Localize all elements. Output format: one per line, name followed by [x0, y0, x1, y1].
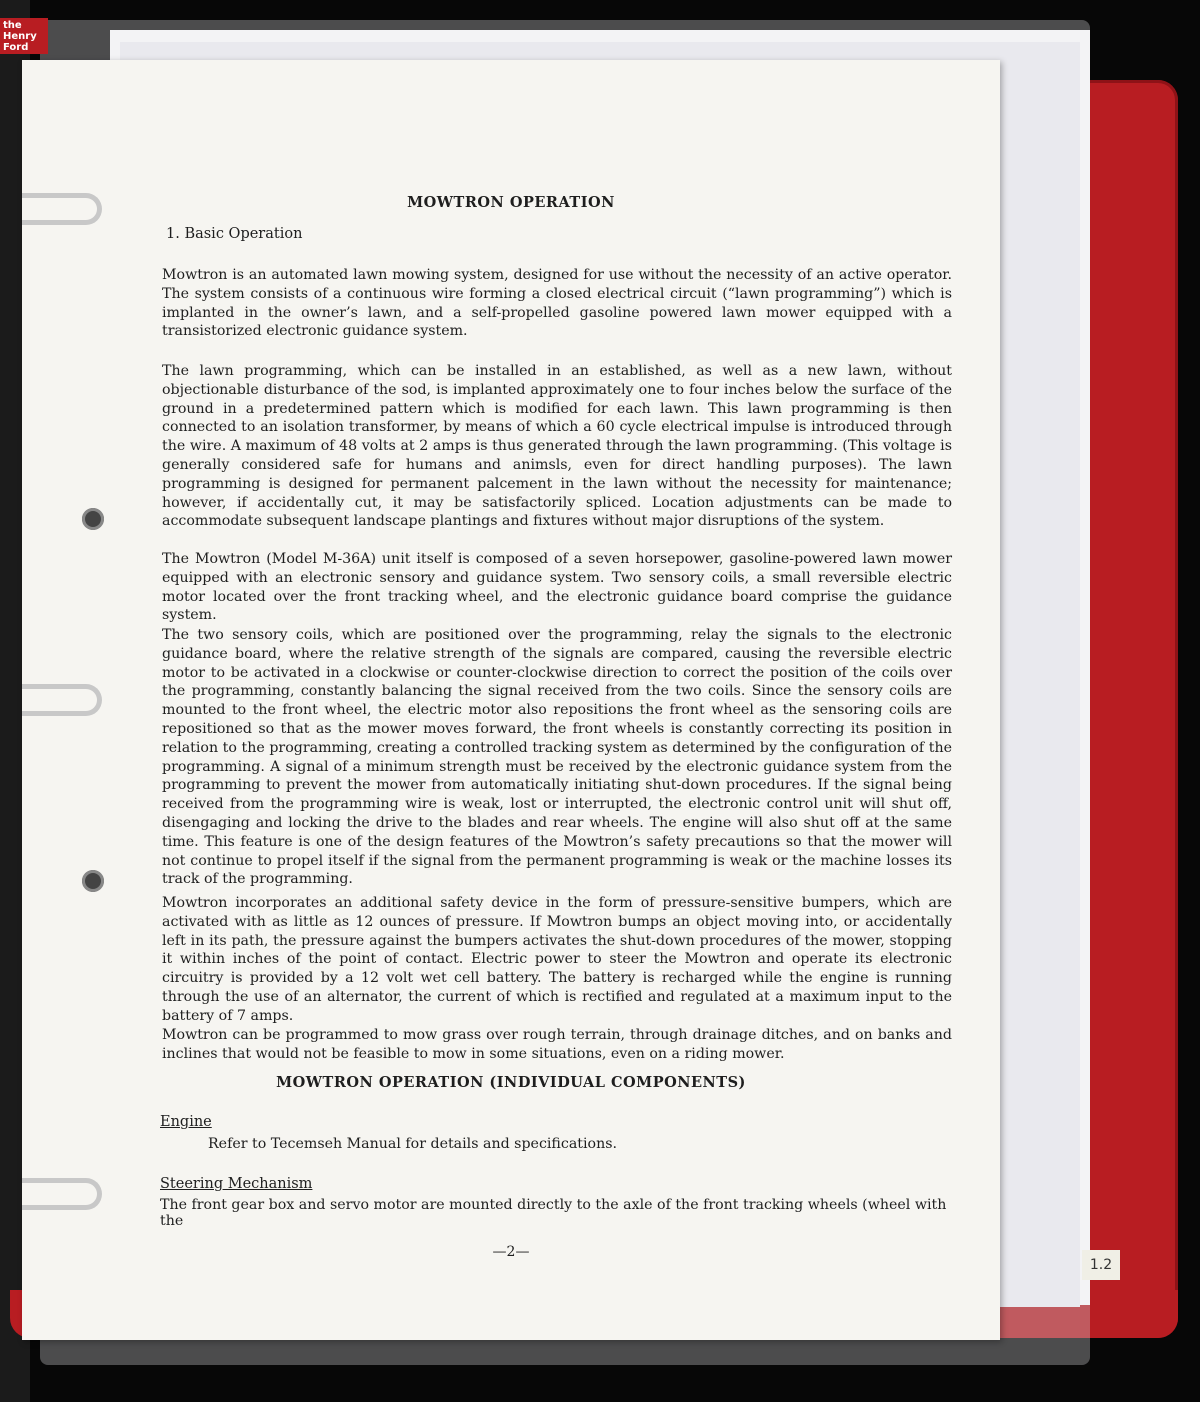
paragraph-1: Mowtron is an automated lawn mowing system, designed for use without the necessity of an active operator. The system consists of a continuous wire forming a closed electrical circuit (“lawn programming”) which is implanted in the owner’s lawn, and a self-propelled gasoline powered lawn mower equipped with a transistorized electronic guidance system.	[162, 267, 952, 340]
henry-ford-logo	[0, 18, 48, 54]
paragraph-2: The lawn programming, which can be installed in an established, as well as a new lawn, without objectionable disturbance of the sod, is implanted approximately one to four inches below the surface of the ground in a predetermined pattern which is modified for each lawn. This lawn programming is then connected to an isolation transformer, by means of which a 60 cycle electrical impulse is introduced through the wire. A maximum of 48 volts at 2 amps is thus generated through the lawn programming. (This voltage is generally considered safe for humans and animsls, even for direct handling purposes). The lawn programming is designed for permanent palcement in the lawn without the necessity for maintenance; however, if accidentally cut, it may be satisfactorily spliced. Location adjustments can be made to accommodate subsequent landscape plantings and fixtures without major disruptions of the system.	[162, 363, 952, 530]
tab-label: 1.2	[1082, 1250, 1120, 1280]
engine-heading: Engine	[160, 1114, 212, 1130]
steering-heading: Steering Mechanism	[160, 1176, 313, 1192]
engine-text: Refer to Tecemseh Manual for details and specifications.	[208, 1136, 618, 1152]
logo-line-2: Henry	[3, 31, 37, 42]
binder-ring-bottom	[22, 1178, 102, 1210]
steering-text: The front gear box and servo motor are mounted directly to the axle of the front tracking wheels (wheel with the	[160, 1197, 947, 1229]
page-number: —2—	[492, 1244, 530, 1260]
logo-line-3: Ford	[3, 42, 29, 53]
page-title: MOWTRON OPERATION	[407, 194, 615, 211]
paragraph-6: Mowtron can be programmed to mow grass over rough terrain, through drainage ditches, and on banks and inclines that would not be feasible to mow in some situations, even on a riding mower.	[162, 1027, 952, 1062]
logo-line-1: the	[3, 20, 22, 31]
section-heading-basic-operation: 1. Basic Operation	[166, 226, 303, 242]
punch-hole-2	[82, 870, 104, 892]
binder-ring-middle	[22, 684, 102, 716]
paragraph-3: The Mowtron (Model M-36A) unit itself is composed of a seven horsepower, gasoline-powered lawn mower equipped with an electronic sensory and guidance system. Two sensory coils, a small reversible electric motor located over the front tracking wheel, and the electronic guidance board comprise the guidance system.	[162, 551, 952, 624]
components-title: MOWTRON OPERATION (INDIVIDUAL COMPONENTS)	[276, 1074, 746, 1091]
document-page	[22, 60, 1000, 1340]
paragraph-5: Mowtron incorporates an additional safety device in the form of pressure-sensitive bumpers, which are activated with as little as 12 ounces of pressure. If Mowtron bumps an object moving into, or accidentally left in its path, the pressure against the bumpers activates the shut-down procedures of the mower, stopping it within inches of the point of contact. Electric power to steer the Mowtron and operate its electronic circuitry is provided by a 12 volt wet cell battery. The battery is recharged while the engine is running through the use of an alternator, the current of which is rectified and regulated at a maximum input to the battery of 7 amps.	[162, 895, 952, 1024]
paragraph-4: The two sensory coils, which are positioned over the programming, relay the signals to the electronic guidance board, where the relative strength of the signals are compared, causing the reversible electric motor to be activated in a clockwise or counter-clockwise direction to correct the position of the coils over the programming, constantly balancing the signal received from the two coils. Since the sensory coils are mounted to the front wheel, the electric motor also repositions the front wheel as the sensoring coils are repositioned so that as the mower moves forward, the front wheels is constantly correcting its position in relation to the programming, creating a controlled tracking system as determined by the configuration of the programming. A signal of a minimum strength must be received by the electronic guidance system from the programming to prevent the mower from automatically initiating shut-down procedures. If the signal being received from the programming wire is weak, lost or interrupted, the electronic control unit will shut off, disengaging and locking the drive to the blades and rear wheels. The engine will also shut off at the same time. This feature is one of the design features of the Mowtron’s safety precautions so that the mower will not continue to propel itself if the signal from the permanent programming is weak or the machine losses its track of the programming.	[162, 627, 952, 888]
punch-hole-1	[82, 508, 104, 530]
